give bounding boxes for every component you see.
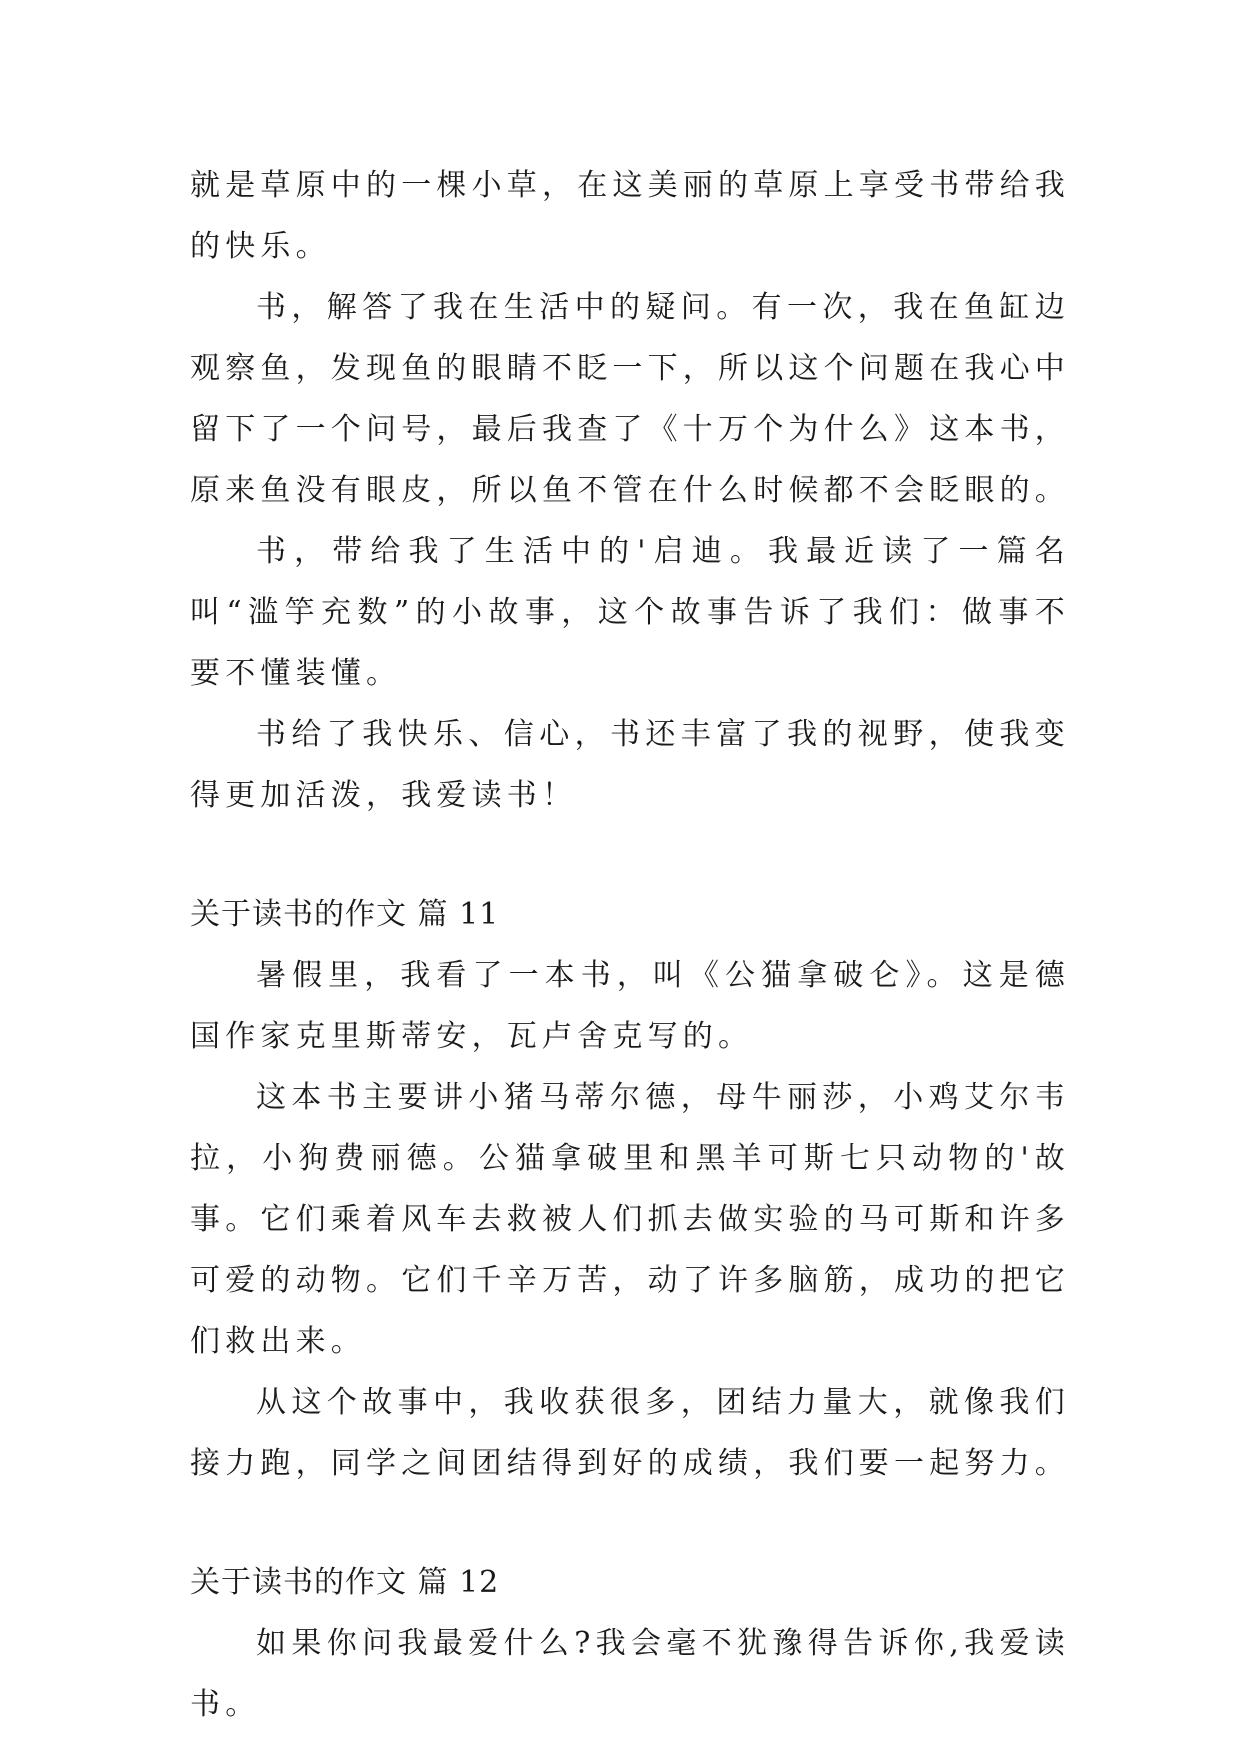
section-gap (190, 1494, 1070, 1552)
paragraph: 如果你问我最爱什么?我会毫不犹豫得告诉你,我爱读书。 (190, 1626, 1070, 1722)
section-gap (190, 826, 1070, 884)
paragraph: 暑假里，我看了一本书，叫《公猫拿破仑》。这是德国作家克里斯蒂安，瓦卢舍克写的。 (190, 958, 1070, 1054)
paragraph: 就是草原中的一棵小草，在这美丽的草原上享受书带给我的快乐。 (190, 168, 1070, 264)
paragraph: 书给了我快乐、信心，书还丰富了我的视野，使我变得更加活泼，我爱读书！ (190, 717, 1070, 813)
paragraph: 这本书主要讲小猪马蒂尔德，母牛丽莎，小鸡艾尔韦拉，小狗费丽德。公猫拿破里和黑羊可斯七只动物的'故事。它们乘着风车去救被人们抓去做实验的马可斯和许多可爱的动物。它们千辛万苦，动了许多脑筋，成功的把它们救出来。 (190, 1080, 1070, 1359)
section-heading-11: 关于读书的作文 篇 11 (190, 897, 500, 932)
document-body (190, 155, 1070, 1735)
paragraph: 从这个故事中，我收获很多，团结力量大，就像我们接力跑，同学之间团结得到好的成绩，我们要一起努力。 (190, 1385, 1070, 1481)
section-heading-12: 关于读书的作文 篇 12 (190, 1565, 500, 1600)
paragraph: 书，带给我了生活中的'启迪。我最近读了一篇名叫“滥竽充数”的小故事，这个故事告诉了我们：做事不要不懂装懂。 (190, 534, 1070, 691)
paragraph: 书，解答了我在生活中的疑问。有一次，我在鱼缸边观察鱼，发现鱼的眼睛不眨一下，所以这个问题在我心中留下了一个问号，最后我查了《十万个为什么》这本书，原来鱼没有眼皮，所以鱼不管在什么时候都不会眨眼的。 (190, 290, 1070, 508)
